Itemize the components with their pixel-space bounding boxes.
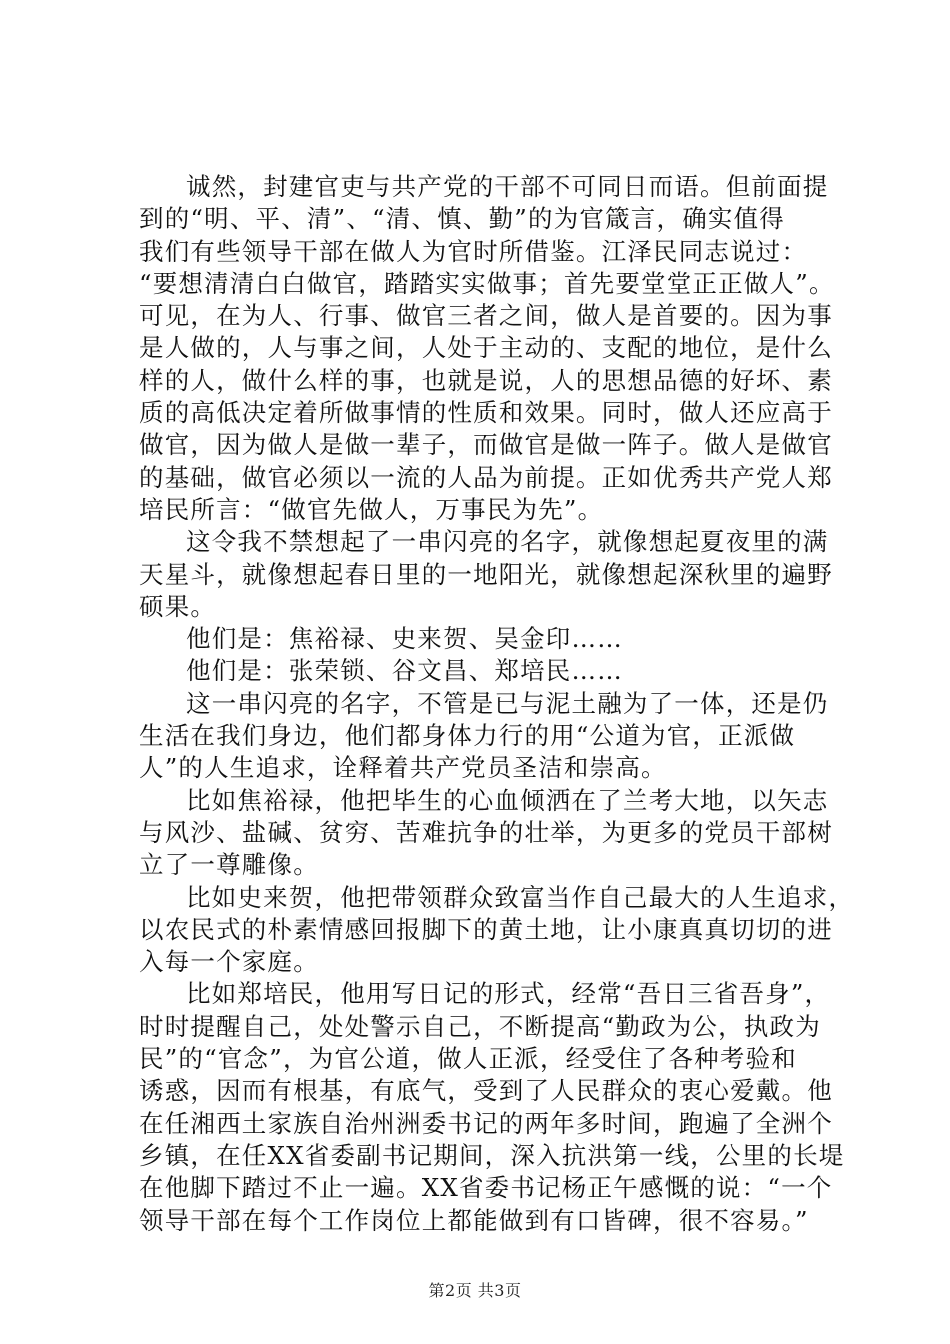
text-line: 可见，在为人、行事、做官三者之间，做人是首要的。因为事 [139,301,833,331]
text-line: 诚然，封建官吏与共产党的干部不可同日而语。但前面提 [186,172,829,201]
text-line: “要想清清白白做官，踏踏实实做事；首先要堂堂正正做人”。 [139,268,835,298]
text-line: 领导干部在每个工作岗位上都能做到有口皆碑，很不容易。” [139,1205,809,1235]
text-line: 这令我不禁想起了一串闪亮的名字，就像想起夏夜里的满 [186,527,829,557]
text-line: 生活在我们身边，他们都身体力行的用“公道为官，正派做 [139,721,796,751]
text-line: 到的“明、平、清”、“清、慎、勤”的为官箴言，确实值得 [139,204,785,234]
text-line: 他们是：张荣锁、谷文昌、郑培民…… [186,656,623,686]
text-line: 时时提醒自己，处处警示自己，不断提高“勤政为公，执政为 [139,1011,821,1041]
text-line: 培民所言：“做官先做人，万事民为先”。 [139,494,604,524]
text-line: 入每一个家庭。 [139,947,319,977]
text-line: 立了一尊雕像。 [139,850,319,880]
text-line: 质的高低决定着所做事情的性质和效果。同时，做人还应高于 [139,398,833,428]
text-line: 硕果。 [139,591,217,621]
text-line: 这一串闪亮的名字，不管是已与泥土融为了一体，还是仍 [186,688,829,718]
text-line: 比如焦裕禄，他把毕生的心血倾洒在了兰考大地，以矢志 [186,785,829,815]
text-line: 比如郑培民，他用写日记的形式，经常“吾日三省吾身”， [186,979,831,1009]
text-line: 我们有些领导干部在做人为官时所借鉴。江泽民同志说过： [139,236,808,266]
page-number-footer: 第2页 共3页 [428,1281,522,1300]
text-line: 做官，因为做人是做一辈子，而做官是做一阵子。做人是做官 [139,430,833,460]
text-line: 在他脚下踏过不止一遍。XX省委书记杨正午感慨的说：“一个 [139,1173,833,1203]
text-line: 他们是：焦裕禄、史来贺、吴金印…… [186,624,623,654]
text-line: 的基础，做官必须以一流的人品为前提。正如优秀共产党人郑 [139,462,833,492]
text-line: 是人做的，人与事之间，人处于主动的、支配的地位，是什么 [139,333,833,363]
text-line: 人”的人生追求，诠释着共产党员圣洁和崇高。 [139,753,667,783]
text-line: 民”的“官念”，为官公道，做人正派，经受住了各种考验和 [139,1044,797,1074]
text-line: 与风沙、盐碱、贫穷、苦难抗争的壮举，为更多的党员干部树 [139,817,833,847]
text-line: 在任湘西土家族自治州洲委书记的两年多时间，跑遍了全洲个 [139,1108,833,1138]
text-line: 样的人，做什么样的事，也就是说，人的思想品德的好坏、素 [139,365,833,395]
text-line: 比如史来贺，他把带领群众致富当作自己最大的人生追求， [186,882,855,912]
text-line: 天星斗，就像想起春日里的一地阳光，就像想起深秋里的遍野 [139,559,833,589]
text-line: 以农民式的朴素情感回报脚下的黄土地，让小康真真切切的进 [139,914,833,944]
text-line: 诱惑，因而有根基，有底气，受到了人民群众的衷心爱戴。他 [139,1076,833,1106]
body-text [139,171,855,1237]
text-line: 乡镇，在任XX省委副书记期间，深入抗洪第一线，公里的长堤 [139,1140,845,1170]
